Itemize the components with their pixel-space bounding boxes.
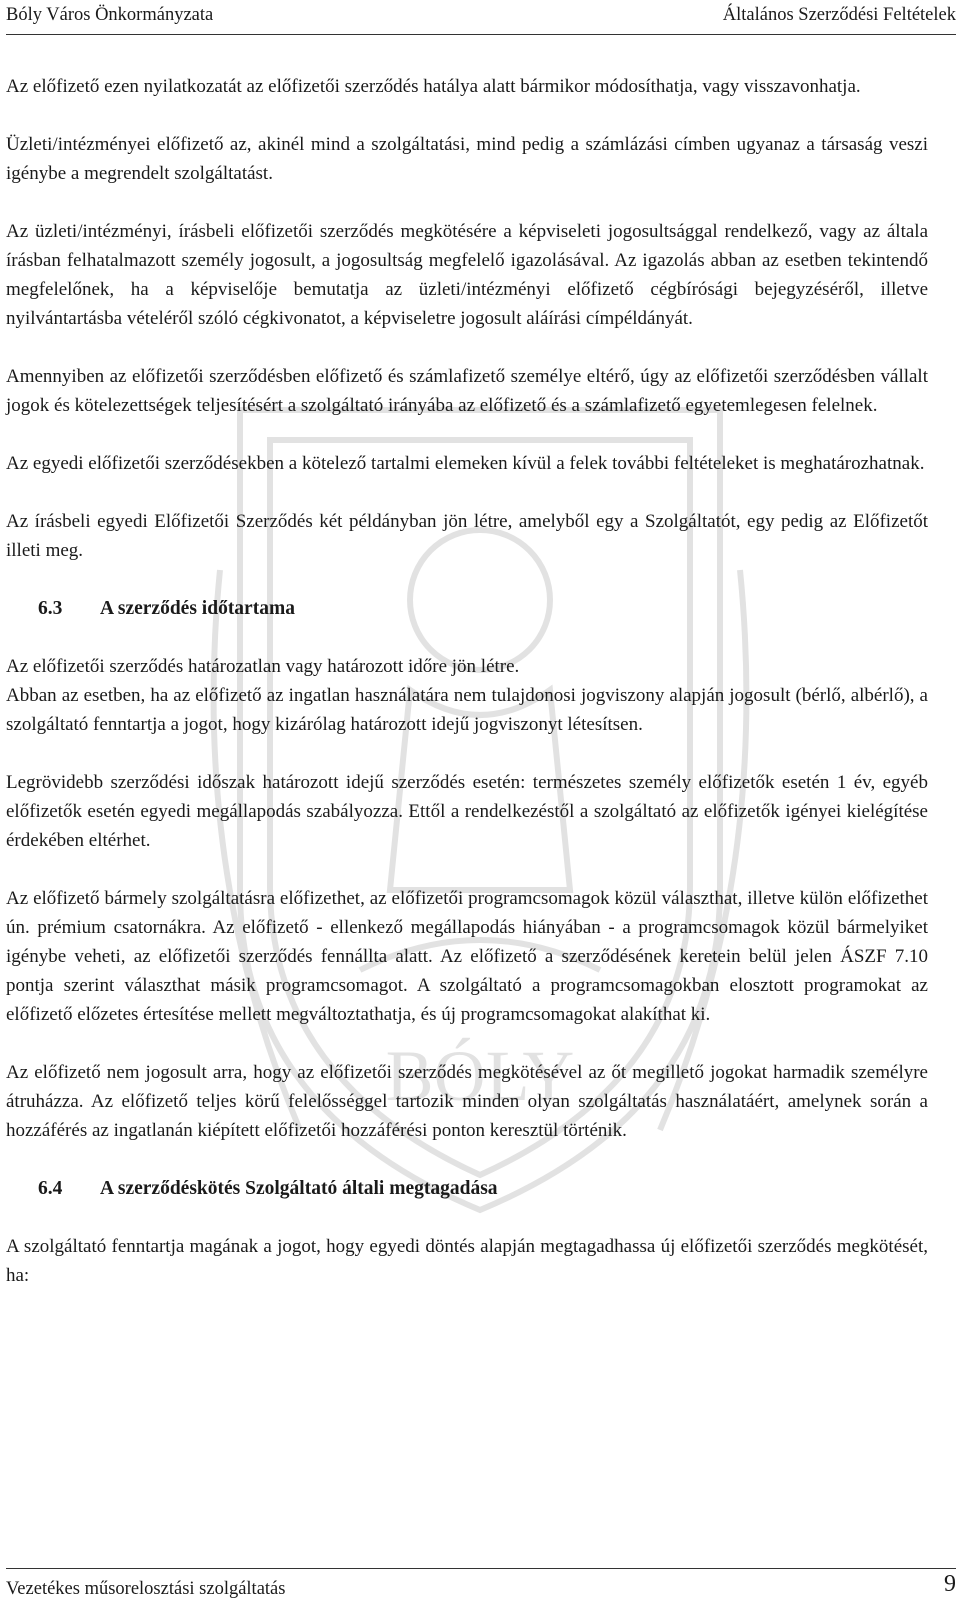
paragraph: Az egyedi előfizetői szerződésekben a kötelező tartalmi elemeken kívül a felek további feltételeket is meghatározhatnak.: [6, 453, 925, 474]
section-title: A szerződés időtartama: [100, 598, 295, 619]
page-footer: [6, 1568, 956, 1621]
paragraph: A szolgáltató fenntartja magának a jogot, hogy egyedi döntés alapján megtagadhassa új előfizetői szerződés megkötését, ha:: [6, 1236, 928, 1286]
section-heading-6-3: [6, 594, 928, 623]
section-heading-6-4: [6, 1174, 928, 1203]
seal-text: BÓLY: [385, 1036, 575, 1116]
document-body: [6, 72, 928, 1290]
page-header: [6, 0, 956, 35]
paragraph: Abban az esetben, ha az előfizető az ingatlan használatára nem tulajdonosi jogviszony alapján jogosult (bérlő, albérlő), a szolgáltató fenntartja a jogot, hogy kizárólag határozott idejű jogviszonyt létesítsen.: [6, 685, 928, 735]
header-document-title: Általános Szerződési Feltételek: [722, 5, 956, 25]
paragraph: Legrövidebb szerződési időszak határozott idejű szerződés esetén: természetes személy előfizetők esetén 1 év, egyéb előfizetők esetén egyedi megállapodás szabályozza. Ettől a rendelkezéstől a szolgáltató az előfizetők igényei kielégítése érdekében eltérhet.: [6, 772, 928, 851]
paragraph: Amennyiben az előfizetői szerződésben előfizető és számlafizető személye eltérő, úgy az előfizetői szerződésben vállalt jogok és kötelezettségek teljesítésért a szolgáltató irányába az előfizető és a számlafizető egyetemlegesen felelnek.: [6, 366, 928, 416]
section-number: 6.3: [38, 598, 63, 619]
paragraph: Az előfizető nem jogosult arra, hogy az előfizetői szerződés megkötésével az őt megillető jogokat harmadik személyre átruházza. Az előfizető teljes körű felelősséggel tartozik minden olyan szolgáltatás használatáért, amelynek során a hozzáférés az ingatlanán kiépített előfizetői hozzáférési ponton keresztül történik.: [6, 1062, 928, 1141]
page-number: 9: [944, 1571, 956, 1597]
paragraph: Az előfizető ezen nyilatkozatát az előfizetői szerződés hatálya alatt bármikor módosíthatja, vagy visszavonhatja.: [6, 76, 861, 97]
paragraph: Az írásbeli egyedi Előfizetői Szerződés két példányban jön létre, amelyből egy a Szolgáltatót, egy pedig az Előfizetőt illeti meg.: [6, 511, 928, 561]
paragraph: Az előfizetői szerződés határozatlan vagy határozott időre jön létre.: [6, 656, 520, 677]
paragraph: Üzleti/intézményei előfizető az, akinél mind a szolgáltatási, mind pedig a számlázási címben ugyanaz a társaság veszi igénybe a megrendelt szolgáltatást.: [6, 134, 928, 184]
paragraph: Az előfizető bármely szolgáltatásra előfizethet, az előfizetői programcsomagok közül választhat, illetve külön előfizethet ún. prémium csatornákra. Az előfizető - ellenkező megállapodás hiányában - a programcsomagok közül bármelyiket igénybe veheti, az előfizetői szerződés fennállta alatt. Az előfizető a szerződésének keretein belül jelen ÁSZF 7.10 pontja szerint választhat másik programcsomagot. A szolgáltató a programcsomagokban elosztott programokat az előfizető előzetes értesítése mellett megváltoztathatja, és új programcsomagokat alakíthat ki.: [6, 888, 928, 1025]
section-title: A szerződéskötés Szolgáltató általi megtagadása: [100, 1178, 498, 1199]
header-organization: Bóly Város Önkormányzata: [6, 5, 214, 25]
footer-service-name: Vezetékes műsorelosztási szolgáltatás: [6, 1579, 286, 1599]
paragraph: Az üzleti/intézményi, írásbeli előfizetői szerződés megkötésére a képviseleti jogosultsággal rendelkező, vagy az általa írásban felhatalmazott személy jogosult, a jogosultság megfelelő igazolásával. Az igazolás abban az esetben tekintendő megfelelőnek, ha a képviselője bemutatja az üzleti/intézményi előfizető cégbírósági bejegyzéséről, illetve nyilvántartásba vételéről szóló cégkivonatot, a képviseletre jogosult aláírási címpéldányát.: [6, 221, 928, 329]
section-number: 6.4: [38, 1178, 63, 1199]
